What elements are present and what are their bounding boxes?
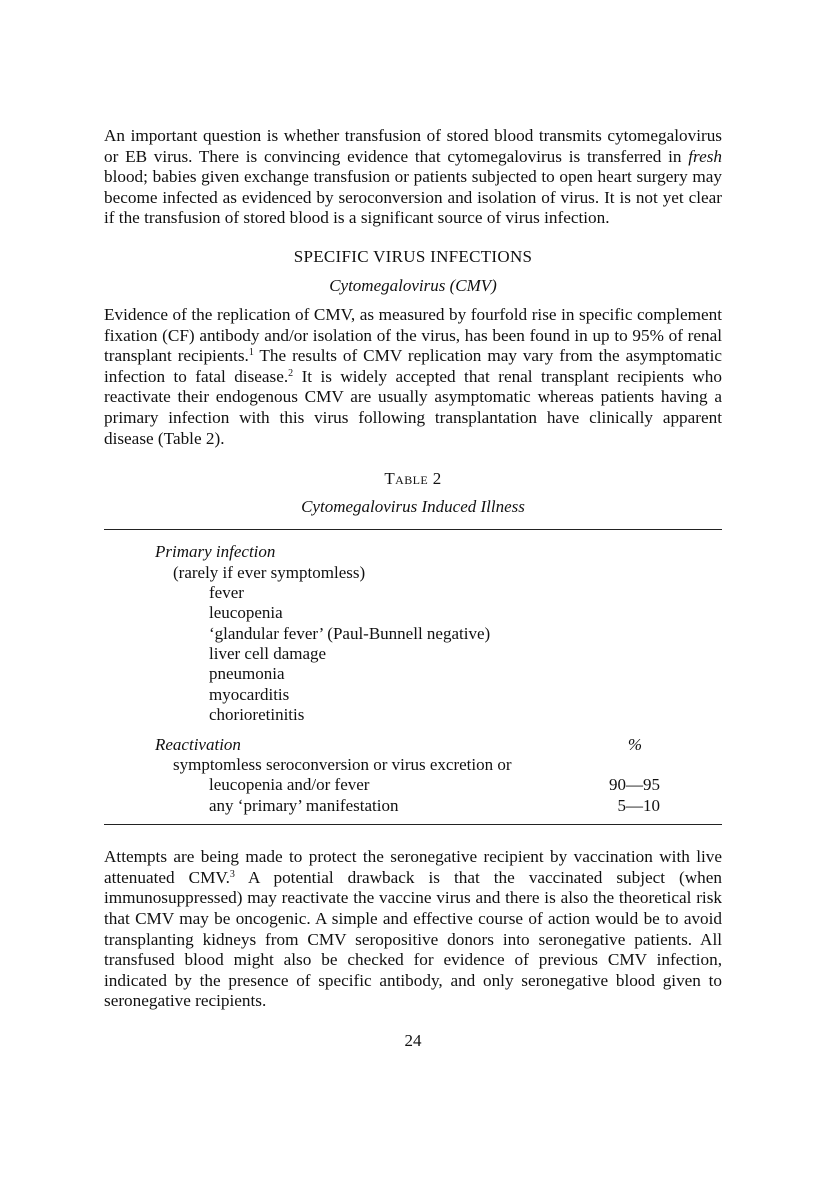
primary-item: fever [209,582,244,602]
para2-text-a: Evidence of the replication of CMV, as measured by fourfold rise in specific complement fixation (CF) antibody and/or isolation of the virus, has been found in up to 95% of renal transplant recipients. [104,304,722,366]
primary-item: ‘glandular fever’ (Paul-Bunnell negative) [209,623,491,643]
para1-text-b: blood; babies given exchange transfusion or patients subjected to open heart surgery may become infected as evidenced by seroconversion and isolation of virus. It is not yet clear if the transfusion of stored blood is a significant source of virus infection. [104,167,722,228]
para3-text-b: A potential drawback is that the vaccinated subject (when immunosuppressed) may reactivate the vaccine virus and there is also the theoretical risk that CMV may be oncogenic. A simple and effective course of action would be to avoid transplanting kidneys from CMV seropositive donors into seronegative patients. All transfused blood might also be checked for evidence of previous CMV infection, indicated by the presence of specific antibody, and only seronegative blood given to seronegative recipients. [104,867,722,1011]
reactivation-row-value: 5—10 [617,795,660,815]
paragraph-cmv-evidence [104,305,722,449]
footnote-ref-2: 2 [288,367,294,379]
primary-item: chorioretinitis [209,705,305,725]
primary-item: myocarditis [209,684,290,704]
reactivation-heading: Reactivation [155,734,241,754]
reactivation-row [104,775,722,795]
para1-text-a: An important question is whether transfusion of stored blood transmits cytomegalovirus or EB virus. There is convincing evidence that cytomegalovirus is transferred in [104,126,722,166]
paragraph-transfusion [104,126,722,229]
reactivation-note: symptomless seroconversion or virus excretion or [173,755,512,775]
para3-text-a: Attempts are being made to protect the seronegative recipient by vaccination with live attenuated CMV. [104,847,722,887]
table-body [104,530,722,824]
table-title: Cytomegalovirus Induced Illness [301,497,525,517]
reactivation-row-label: leucopenia and/or fever [209,775,370,795]
table-spacer [104,726,722,735]
para2-text-b: The results of CMV replication may vary from the asymptomatic infection to fatal disease. [104,346,722,386]
document-page [104,126,722,1051]
reactivation-row-value: 90—95 [609,775,660,795]
primary-infection-heading: Primary infection [155,542,276,562]
footnote-ref-3: 3 [229,868,235,880]
primary-item: leucopenia [209,603,283,623]
reactivation-heading-row [104,735,722,755]
percent-column-header: % [627,734,642,754]
para2-text-c: It is widely accepted that renal transplant recipients who reactivate their endogenous CMV are usually asymptomatic whereas patients having a primary infection with this virus following transplantation have clinically apparent disease (Table 2). [104,366,722,448]
reactivation-row [104,796,722,816]
footnote-ref-1: 1 [248,347,254,359]
table-label: Table 2 [384,469,442,489]
paragraph-vaccination [104,847,722,1012]
table-bottom-rule [104,824,722,825]
primary-item: pneumonia [209,664,285,684]
illness-table [104,529,722,825]
section-heading: SPECIFIC VIRUS INFECTIONS [293,246,533,266]
reactivation-row-label: any ‘primary’ manifestation [209,795,399,815]
primary-infection-note: (rarely if ever symptomless) [173,562,366,582]
subsection-heading: Cytomegalovirus (CMV) [329,275,497,295]
page-number: 24 [404,1030,422,1050]
primary-item: liver cell damage [209,644,327,664]
para1-italic-word: fresh [688,146,722,166]
